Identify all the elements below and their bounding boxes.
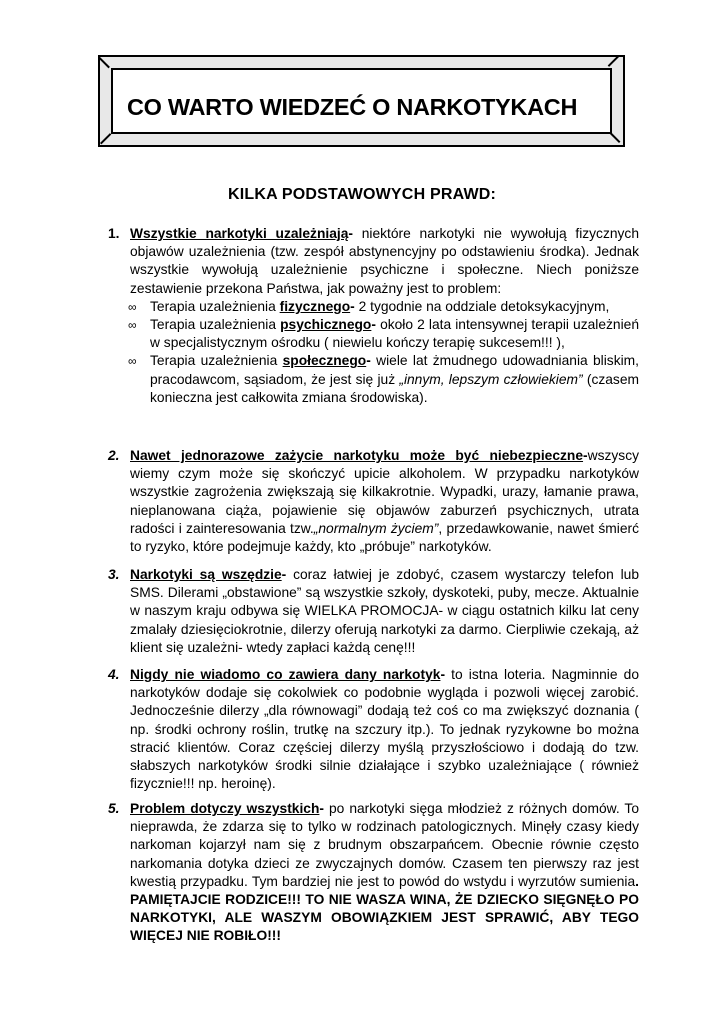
list-item [108,225,639,407]
sub-item-keyword: psychicznego [280,317,372,333]
sub-item-dash: - [366,353,371,369]
item-number: 3. [108,567,120,582]
item-italic: „normalnym życiem” [313,520,439,536]
heading-dash: - [281,567,287,582]
sub-item-text: Terapia uzależnienia [150,353,283,369]
list-item [108,566,639,657]
sub-item [128,352,639,407]
sub-item-text: wiele lat żmudnego udowadniania bliskim, pracodawcom, sąsiadom, że jest się już [150,353,639,387]
frame-corner [100,133,111,144]
item-text: niektóre narkotyki nie wywołują fizycznych objawów uzależnienia (tzw. zespół abstynencyjny po odstawieniu środka). Jednak wszystkie wywołują uzależnienie psychiczne i społeczne. Niech poniższe zestawienie przekona Państwa, jak poważny jest to problem: [130,226,640,296]
item-heading: Narkotyki są wszędzie [130,567,282,582]
heading-dash: - [348,226,353,241]
frame-corner [99,57,110,68]
item-heading: Problem dotyczy wszystkich [130,801,320,816]
item-heading: Nigdy nie wiadomo co zawiera dany narkotyk [130,667,441,682]
heading-dash: - [440,667,446,682]
item-text: , przedawkowanie, nawet śmierć to ryzyko, które podejmuje każdy, kto „próbuje” narkotyków. [130,520,640,555]
item-text: wszyscy wiemy czym może się skończyć upicie alkoholem. W przypadku narkotyków wszystkie zagrożenia zwiększają się kilkakrotnie. Wypadki, urazy, łamanie prawa, nieplanowana ciąża, pojawienie się objawów zaburzeń psychicznych, utrata radości i zainteresowania tzw. [130,448,639,536]
sub-item-keyword: społecznego [282,353,367,369]
heading-dash: - [583,448,588,463]
list-item [108,447,639,556]
item-number: 2. [108,448,120,463]
list-item [108,666,639,793]
item-heading: Wszystkie narkotyki uzależniają [130,226,349,241]
item-number: 4. [108,667,120,682]
section-subtitle: KILKA PODSTAWOWYCH PRAWD: [227,186,497,203]
sub-item-text: (czasem konieczna jest całkowita zmiana środowiska). [150,371,639,405]
item-bold-text: . PAMIĘTAJCIE RODZICE!!! TO NIE WASZA WINA, ŻE DZIECKO SIĘGNĘŁO PO NARKOTYKI, ALE WASZYM OBOWIĄZKIEM JEST SPRAWIĆ, ABY TEGO WIĘCEJ NIE ROBIŁO!!! [130,873,639,944]
page-title: CO WARTO WIEDZEĆ O NARKOTYKACH [127,94,578,120]
title-box [111,68,612,134]
sub-item [128,316,639,352]
sub-item-text: Terapia uzależnienia [150,317,281,333]
list-item [108,800,639,946]
item-text: to istna loteria. Nagminnie do narkotyków dodaje się cokolwiek co podobnie wygląda i pozwoli więcej zarobić. Jednocześnie dilerzy „dla równowagi” dodają też coś co ma zwiększyć doznania ( np. środki ochrony roślin, trutkę na szczury itp.). To jednak ryzykowne bo można stracić klientów. Coraz częściej dilerzy myślą przyszłościowo i dodają do tzw. słabszych narkotyków środki silnie działające i szybko uzależniające ( również fizycznie!!! np. heroinę). [130,667,640,792]
title-frame [98,55,625,147]
sub-item-italic: „innym, lepszym człowiekiem” [399,371,583,387]
sub-item-dash: - [350,298,355,314]
sub-item-text: około 2 lata intensywnej terapii uzależnień w specjalistycznym ośrodku ( niewielu kończy terapię sukcesem!!! ), [150,317,639,351]
heading-dash: - [319,801,325,816]
sub-item-text: Terapia uzależnienia [150,298,280,314]
sub-item-text: 2 tygodnie na oddziale detoksykacyjnym, [354,298,610,314]
item-number: 5. [108,801,120,816]
sub-item-dash: - [371,317,376,333]
infinity-bullet-icon: ∞ [128,354,137,369]
sub-item [128,298,639,316]
frame-corner [608,56,619,67]
infinity-bullet-icon: ∞ [128,318,137,333]
item-text: coraz łatwiej je zdobyć, czasem wystarczy telefon lub SMS. Dilerami „obstawione” są wszystkie szkoły, dyskoteki, puby, mecze. Aktualnie w naszym kraju odbywa się WIELKA PROMOCJA- w ciągu ostatnich kilku lat ceny zmalały dziesięciokrotnie, dilerzy oferują narkotyki za darmo. Cierpliwie czekają, aż klient się uzależni- wtedy zapłaci każdą cenę!!! [130,567,639,655]
item-heading: Nawet jednorazowe zażycie narkotyku może być niebezpieczne [130,448,584,463]
item-number: 1. [108,226,120,241]
infinity-bullet-icon: ∞ [128,299,137,314]
item-text: po narkotyki sięga młodzież z różnych domów. To nieprawda, że zdarza się to tylko w rodzinach patologicznych. Minęły czasy kiedy narkoman kojarzył nam się z brudnym obszarpańcem. Obecnie równie często narkomania dotyka dzieci ze zwyczajnych domów. Czasem ten pierwszy raz jest kwestią przypadku. Tym bardziej nie jest to powód do wstydu i wyrzutów sumienia [130,801,639,889]
sub-item-keyword: fizycznego [279,298,351,314]
